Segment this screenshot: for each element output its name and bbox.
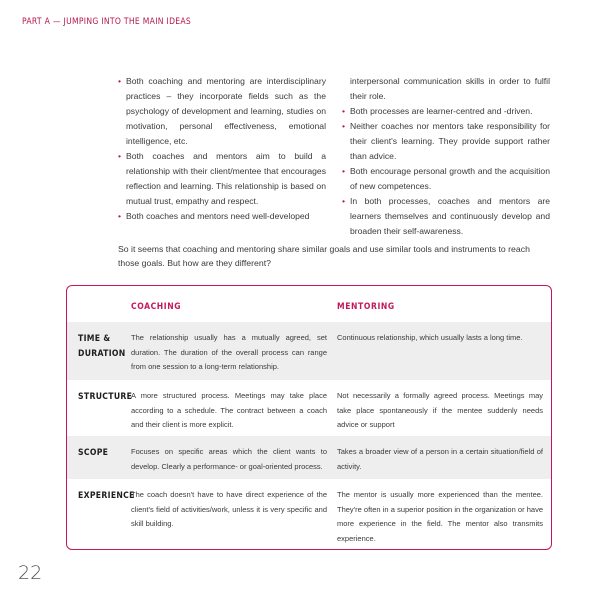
bullet-text: Neither coaches nor mentors take responsibility for their client's learning. They provide support rather than advice. <box>350 121 550 161</box>
bullet-item <box>342 104 550 119</box>
column-header-mentoring: MENTORING <box>337 302 395 312</box>
row-label-line: DURATION <box>78 349 126 359</box>
table-row-structure <box>67 380 551 436</box>
comparison-table <box>66 285 552 550</box>
running-header: PART A — JUMPING INTO THE MAIN IDEAS <box>22 17 192 27</box>
row-label <box>78 332 128 362</box>
table-row-scope <box>67 436 551 479</box>
bullet-text: Both coaching and mentoring are interdisciplinary practices – they incorporate fields such as the psychology of development and learning, studies on motivation, personal effectiveness, emotional intelligence, etc. <box>126 76 326 146</box>
bullet-marker: • <box>118 151 122 161</box>
table-row-experience <box>67 479 551 549</box>
bullet-columns <box>118 74 550 239</box>
row-label-line: TIME & <box>78 334 111 344</box>
bullet-item-continued <box>342 74 550 104</box>
intro-paragraph: So it seems that coaching and mentoring share similar goals and use similar tools and instruments to reach those goals. But how are they different? <box>118 244 530 268</box>
bullet-text: Both encourage personal growth and the acquisition of new competences. <box>350 166 550 191</box>
column-header-coaching: COACHING <box>131 302 182 312</box>
page-number: 22 <box>18 562 43 584</box>
bullet-text: Both coaches and mentors need well-developed <box>126 211 310 221</box>
coaching-cell: Focuses on specific areas which the client wants to develop. Clearly a performance- or goal-oriented process. <box>131 447 327 471</box>
row-label: EXPERIENCE <box>78 491 135 501</box>
bullet-marker: • <box>342 166 346 176</box>
bullet-marker: • <box>342 196 346 206</box>
bullet-item <box>342 119 550 164</box>
bullet-text: In both processes, coaches and mentors are learners themselves and continuously develop and broaden their self-awareness. <box>350 196 550 236</box>
bullet-text: Both coaches and mentors aim to build a relationship with their client/mentee that encourages reflection and learning. This relationship is based on mutual trust, empathy and respect. <box>126 151 326 206</box>
bullet-marker: • <box>118 211 122 221</box>
bullet-item <box>342 164 550 194</box>
bullet-text: Both processes are learner-centred and -driven. <box>350 106 533 116</box>
bullet-marker: • <box>118 76 122 86</box>
mentoring-cell: Continuous relationship, which usually lasts a long time. <box>337 333 523 342</box>
bullet-column-left <box>118 74 326 239</box>
table-header-row <box>67 302 551 318</box>
bullet-item <box>118 209 326 224</box>
bullet-item <box>118 149 326 209</box>
bullet-marker: • <box>342 106 346 116</box>
bullet-text: interpersonal communication skills in order to fulfil their role. <box>350 76 550 101</box>
mentoring-cell: The mentor is usually more experienced than the mentee. They're often in a superior position in the organization or have more experience in the field. The mentor also transmits experience. <box>337 490 543 543</box>
mentoring-cell: Takes a broader view of a person in a certain situation/field of activity. <box>337 447 543 471</box>
coaching-cell: The coach doesn't have to have direct experience of the client's field of activities/work, unless it is very specific and skill building. <box>131 490 327 529</box>
bullet-column-right <box>342 74 550 239</box>
coaching-cell: A more structured process. Meetings may take place according to a schedule. The contract between a coach and their client is more explicit. <box>131 391 327 430</box>
table-row-time-duration <box>67 322 551 380</box>
mentoring-cell: Not necessarily a formally agreed process. Meetings may take place spontaneously if the mentee suddenly needs advice or support <box>337 391 543 430</box>
bullet-marker: • <box>342 121 346 131</box>
row-label: STRUCTURE <box>78 392 133 402</box>
coaching-cell: The relationship usually has a mutually agreed, set duration. The duration of the overall process can range from one session to a long-term relationship. <box>131 333 327 372</box>
bullet-item <box>342 194 550 239</box>
row-label: SCOPE <box>78 448 109 458</box>
bullet-item <box>118 74 326 149</box>
